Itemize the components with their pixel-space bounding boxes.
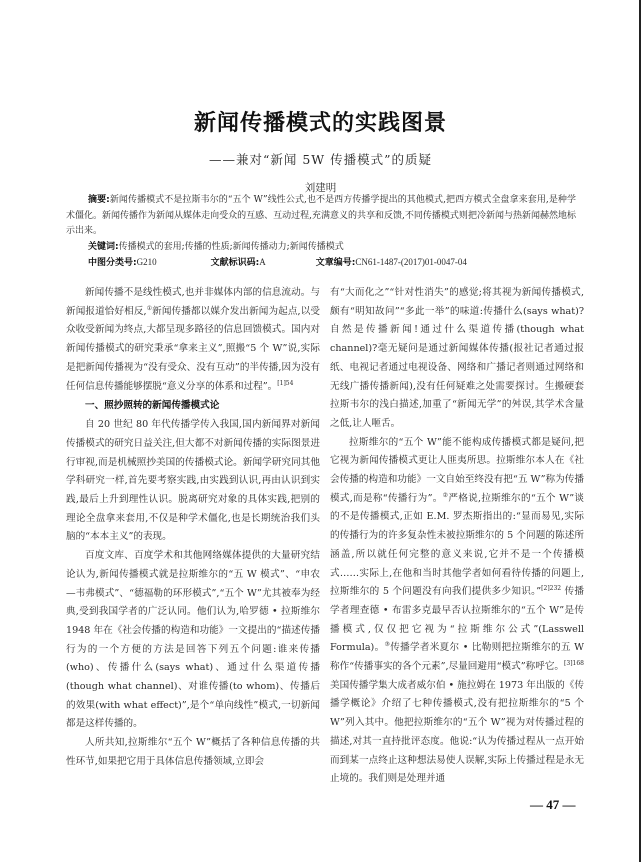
body-column-right xyxy=(330,284,584,789)
doc-code-value: A xyxy=(259,257,266,267)
keywords-text: 传播模式的套用;传播的性质;新闻传播动力;新闻传播模式 xyxy=(118,241,344,252)
text: 新闻传播不是线性模式,也并非媒体内部的信息流动。与新闻报道恰好相反, xyxy=(66,287,320,317)
article-no-label: 文章编号: xyxy=(315,258,356,268)
article-title: 新闻传播模式的实践图景 xyxy=(193,110,447,136)
text: 传播学者米夏尔 • 比勒则把拉斯维尔的五 W 称作“传播事实的各个元素”,尽量回避用“模式”称呼它。 xyxy=(330,642,584,673)
section-heading: 一、照抄照转的新闻传播模式论 xyxy=(85,400,220,412)
paragraph xyxy=(330,434,584,789)
text: 传播学者理查德 • 布雷多克最早否认拉斯维尔的“五个 W”是传播模式,仅仅把它视为“拉斯维尔公式”(Lasswell Formula)。 xyxy=(330,586,584,654)
abstract-text: 新闻传播模式不是拉斯韦尔的“五个 W”线性公式,也不是西方传播学提出的其他模式,把西方模式全盘拿来套用,是种学术僵化。新闻传播作为新闻从媒体走向受众的互感、互动过程,充满意义的共享和反馈,不同传播模式则把冷新闻与热新闻赫然地标示出来。 xyxy=(66,195,576,236)
keywords-label: 关键词: xyxy=(88,241,119,252)
document-code xyxy=(211,255,266,272)
footnote-marker[interactable]: ③ xyxy=(384,641,391,649)
text: 美国传播学集大成者威尔伯 • 施拉姆在 1973 年出版的《传播学概论》介绍了七种传播模式,没有把拉斯维尔的“5 个 W”列入其中。他把拉斯维尔的“五个 W”视为对传播过程的描述,对其一直持批评态度。他说:“认为传播过程从一点开始而到某一点终止这种想法易使人误解,实际上传播过程是永无止境的。我们则是处理并通 xyxy=(330,679,584,785)
abstract xyxy=(66,193,576,240)
text: 拉斯维尔的“五个 W”能不能构成传播模式都是疑问,把它视为新闻传播模式更让人匪夷所思。拉斯维尔本人在《社会传播的构造和功能》一文自始至终没有把“五 W”称为传播模式,而是称“传播行为”。 xyxy=(330,436,584,504)
clc-label: 中图分类号: xyxy=(88,258,137,268)
doc-code-label: 文献标识码: xyxy=(210,258,260,268)
article-no-value: CN61-1487-(2017)01-0047-04 xyxy=(355,257,467,267)
clc-number xyxy=(88,255,157,272)
paragraph: 人所共知,拉斯维尔“五个 W”概括了各种信息传播的共性环节,如果把它用于具体信息传播领域,立即会 xyxy=(66,737,320,767)
paragraph xyxy=(66,284,320,396)
classification-row xyxy=(66,255,576,272)
abstract-label: 摘要: xyxy=(88,195,110,205)
page-number: — 47 — xyxy=(530,797,576,812)
footnote-marker[interactable]: ① xyxy=(146,304,153,312)
article-subtitle: ——兼对“新闻 5W 传播模式”的质疑 xyxy=(208,152,433,167)
keywords xyxy=(66,240,576,256)
text: 新闻传播都以媒介发出新闻为起点,以受众收受新闻为终点,大都呈现多路径的信息回馈模式。国内对新闻传播模式的研究秉承“拿来主义”,照搬“5 个 W”说,实际是把新闻传播视为“没有受众、没有互动”的半传播,因为没有任何信息传播能够摆脱“意义分享的体系和过程”。 xyxy=(66,305,320,392)
citation-marker[interactable]: [2]232 xyxy=(541,585,562,593)
author-name: 刘建明 xyxy=(304,182,337,194)
footnote-marker[interactable]: ② xyxy=(442,491,449,499)
paragraph: 自 20 世纪 80 年代传播学传入我国,国内新闻界对新闻传播模式的研究日益关注,但大都不对新闻传播的实际图景进行审视,而是机械照抄美国的传播模式论。新闻学研究同其他学科研究一样,首先要考察实践,由实践到认识,再由认识到实践,最后上升到理性认识。脱离研究对象的具体实践,把别的理论全盘拿来套用,不仅是种学术僵化,也是长期统治我们头脑的“本本主义”的表现。 xyxy=(66,419,320,543)
paragraph: 百度文库、百度学术和其他网络媒体提供的大量研究结论认为,新闻传播模式就是拉斯维尔的“五 W 模式”、“申农—韦弗模式”、“德福勒的环形模式”,“五个 W”尤其被奉为经典,受到我国学者的广泛认同。他们认为,哈罗德 • 拉斯维尔 1948 年在《社会传播的构造和功能》一文提出的“描述传播行为的一个方便的方法是回答下列五个问题:谁来传播(who)、传播什么(says what)、通过什么渠道传播(though what channel)、对谁传播(to whom)、传播后的效果(with what effect)”,是个“单向线性”模式,一切新闻都是这样传播的。 xyxy=(66,550,320,730)
abstract-block xyxy=(66,193,576,272)
citation-marker[interactable]: [3]168 xyxy=(564,659,584,667)
text: 严格说,拉斯维尔的“五个 W”谈的不是传播模式,正如 E.M. 罗杰斯指出的:“显而易见,实际的传播行为的许多复杂性未被拉斯维尔的 5 个问题的陈述所涵盖,所以就任何完整的意义来说,它并不是一个传播模式……实际上,在他和当时其他学者如何看待传播的问题上,拉斯维尔的 5 个问题没有向我们提供多少知识。” xyxy=(330,492,585,598)
paragraph: 有“大而化之”“针对性消失”的感觉;将其视为新闻传播模式,颇有“明知故问”“多此一举”的味道:传播什么(says what)?自然是传播新闻!通过什么渠道传播(though what channel)?毫无疑问是通过新闻媒体传播(报社记者通过报纸、电视记者通过电视设备、网络和广播记者则通过网络和无线广播传播新闻),没有任何疑难之处需要探讨。生搬硬套拉斯韦尔的浅白描述,加重了“新闻无学”的舛误,其学术含量之低,让人咂舌。 xyxy=(330,287,584,429)
citation-marker[interactable]: [1]54 xyxy=(277,379,294,387)
article-number xyxy=(316,255,467,272)
body-column-left xyxy=(66,284,320,772)
clc-value: G210 xyxy=(136,257,157,267)
